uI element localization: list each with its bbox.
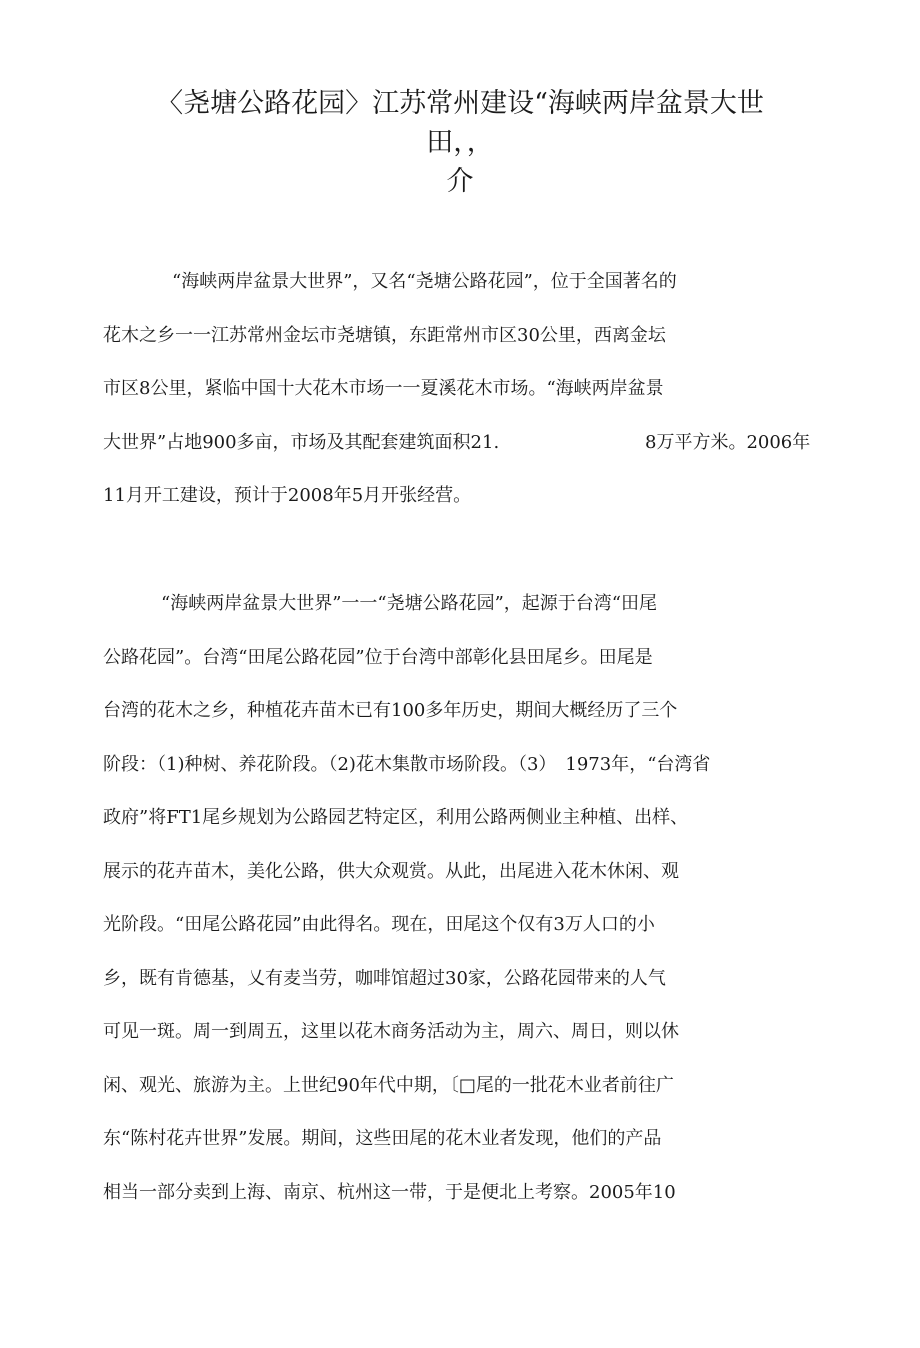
paragraph-1-line: 大世界”占地900多亩，市场及其配套建筑面积21. xyxy=(103,432,500,453)
paragraph-2-line: “海峡两岸盆景大世界”一一“尧塘公路花园”，起源于台湾“田尾 xyxy=(161,593,658,614)
paragraph-1-line: 花木之乡一一江苏常州金坛市尧塘镇，东距常州市区30公里，西离金坛 xyxy=(103,325,666,346)
paragraph-2-line: 展示的花卉苗木，美化公路，供大众观赏。从此，出尾进入花木休闲、观 xyxy=(103,861,679,882)
paragraph-2-line: 光阶段。“田尾公路花园”由此得名。现在，田尾这个仅有3万人口的小 xyxy=(103,914,655,935)
paragraph-2-line: 东“陈村花卉世界”发展。期间，这些田尾的花木业者发现，他们的产品 xyxy=(103,1128,662,1149)
paragraph-2-line: 阶段：（1)种树、养花阶段。（2)花木集散市场阶段。（3） 1973年，“台湾省 xyxy=(103,754,711,775)
paragraph-1-line: 市区8公里，紧临中国十大花木市场一一夏溪花木市场。“海峡两岸盆景 xyxy=(103,378,664,399)
document-title-line-1: 〈尧塘公路花园〉江苏常州建设“海峡两岸盆景大世 xyxy=(156,88,764,119)
paragraph-2-line: 乡，既有肯德基，乂有麦当劳，咖啡馆超过30家，公路花园带来的人气 xyxy=(103,968,666,989)
paragraph-1-line: 11月开工建设，预计于2008年5月开张经营。 xyxy=(103,485,472,506)
paragraph-2-line: 可见一斑。周一到周五，这里以花木商务活动为主，周六、周日，则以休 xyxy=(103,1021,679,1042)
document-title-line-2: 田，， xyxy=(426,127,494,158)
paragraph-1-line: “海峡两岸盆景大世界”，又名“尧塘公路花园”，位于全国著名的 xyxy=(172,271,677,292)
paragraph-2-line: 相当一部分卖到上海、南京、杭州这一带，于是便北上考察。2005年10 xyxy=(103,1182,676,1203)
paragraph-2-line: 台湾的花木之乡，种植花卉苗木已有100多年历史，期间大概经历了三个 xyxy=(103,700,678,721)
paragraph-2-line: 政府”将FT1尾乡规划为公路园艺特定区，利用公路两侧业主种植、出样、 xyxy=(103,807,689,828)
document-title-line-3: 介 xyxy=(446,166,474,197)
paragraph-1-line: 8万平方米。2006年 xyxy=(645,432,811,453)
paragraph-2-line: 闲、观光、旅游为主。上世纪90年代中期，〔□尾的一批花木业者前往广 xyxy=(103,1075,674,1096)
paragraph-2-line: 公路花园”。台湾“田尾公路花园”位于台湾中部彰化县田尾乡。田尾是 xyxy=(103,647,653,668)
